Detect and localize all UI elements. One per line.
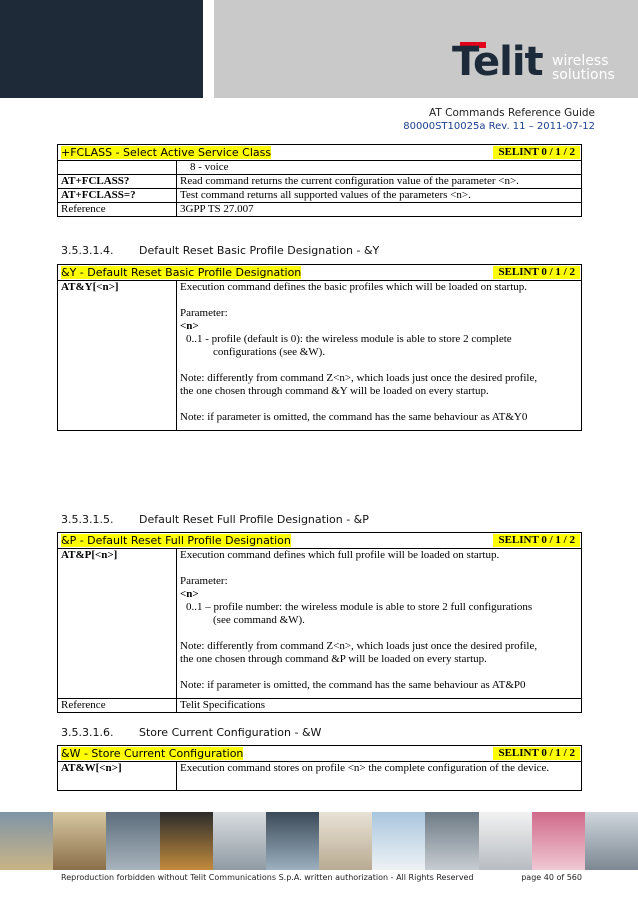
header-dark-block: [0, 0, 203, 98]
command-cell: AT+FCLASS?: [58, 175, 177, 189]
selint-badge: SELINT 0 / 1 / 2: [493, 534, 580, 547]
fclass-table: [57, 144, 582, 217]
document-reference: 80000ST10025a Rev. 11 – 2011-07-12: [403, 121, 595, 132]
command-cell: AT&W[<n>]: [58, 762, 177, 791]
table-title-row: [58, 265, 582, 281]
description-cell: Execution command defines the basic profiles which will be loaded on startup. Parameter: <n> 0..1 - profile (default is 0): the wireless module is able to store 2 complete configurations (see &W). Note: differently from command Z<n>, which loads just once the desired profile, the one chosen through command &Y will be loaded on every startup. Note: if parameter is omitted, the command has the same behaviour as AT&Y0: [177, 281, 582, 431]
table-title-row: [58, 145, 582, 161]
section-heading-ap: 3.5.3.1.5. Default Reset Full Profile Designation - &P: [61, 513, 369, 526]
table-title-row: [58, 533, 582, 549]
selint-badge: SELINT 0 / 1 / 2: [493, 146, 580, 159]
aw-table: [57, 745, 582, 791]
command-cell: AT&Y[<n>]: [58, 281, 177, 431]
table-title-row: [58, 746, 582, 762]
document-title: AT Commands Reference Guide: [429, 107, 595, 119]
table-row: [58, 762, 582, 791]
command-cell: Reference: [58, 699, 177, 713]
table-title: &P - Default Reset Full Profile Designation: [61, 534, 291, 547]
footer-photo-strip: [0, 812, 638, 870]
page-number: page 40 of 560: [521, 873, 582, 882]
description-cell: Read command returns the current configuration value of the parameter <n>.: [177, 175, 582, 189]
footer-copyright: Reproduction forbidden without Telit Communications S.p.A. written authorization - All Rights Reserved: [61, 873, 474, 882]
table-title: &W - Store Current Configuration: [61, 747, 244, 760]
selint-badge: SELINT 0 / 1 / 2: [493, 747, 580, 760]
section-heading-ay: 3.5.3.1.4. Default Reset Basic Profile Designation - &Y: [61, 244, 380, 257]
table-row: [58, 203, 582, 217]
table-row: [58, 189, 582, 203]
telit-logo: [452, 40, 632, 90]
command-cell: [58, 161, 177, 175]
selint-badge: SELINT 0 / 1 / 2: [493, 266, 580, 279]
logo-tagline: wireless solutions: [552, 53, 615, 83]
logo-wordmark: Telit: [452, 39, 543, 85]
table-row: [58, 161, 582, 175]
ay-table: [57, 264, 582, 431]
table-row: [58, 175, 582, 189]
command-cell: AT&P[<n>]: [58, 549, 177, 699]
command-cell: AT+FCLASS=?: [58, 189, 177, 203]
table-row: [58, 549, 582, 699]
table-row: [58, 281, 582, 431]
description-cell: Test command returns all supported values of the parameters <n>.: [177, 189, 582, 203]
description-cell: 8 - voice: [177, 161, 582, 175]
command-cell: Reference: [58, 203, 177, 217]
ap-table: [57, 532, 582, 713]
table-title: &Y - Default Reset Basic Profile Designation: [61, 266, 302, 279]
description-cell: Telit Specifications: [177, 699, 582, 713]
section-heading-aw: 3.5.3.1.6. Store Current Configuration - &W: [61, 726, 322, 739]
description-cell: Execution command stores on profile <n> the complete configuration of the device.: [177, 762, 582, 791]
table-title: +FCLASS - Select Active Service Class: [61, 146, 272, 159]
description-cell: 3GPP TS 27.007: [177, 203, 582, 217]
description-cell: Execution command defines which full profile will be loaded on startup. Parameter: <n> 0..1 – profile number: the wireless module is able to store 2 full configurations (see command &W). Note: differently from command Z<n>, which loads just once the desired profile, the one chosen through command &P will be loaded on every startup. Note: if parameter is omitted, the command has the same behaviour as AT&P0: [177, 549, 582, 699]
table-row: [58, 699, 582, 713]
